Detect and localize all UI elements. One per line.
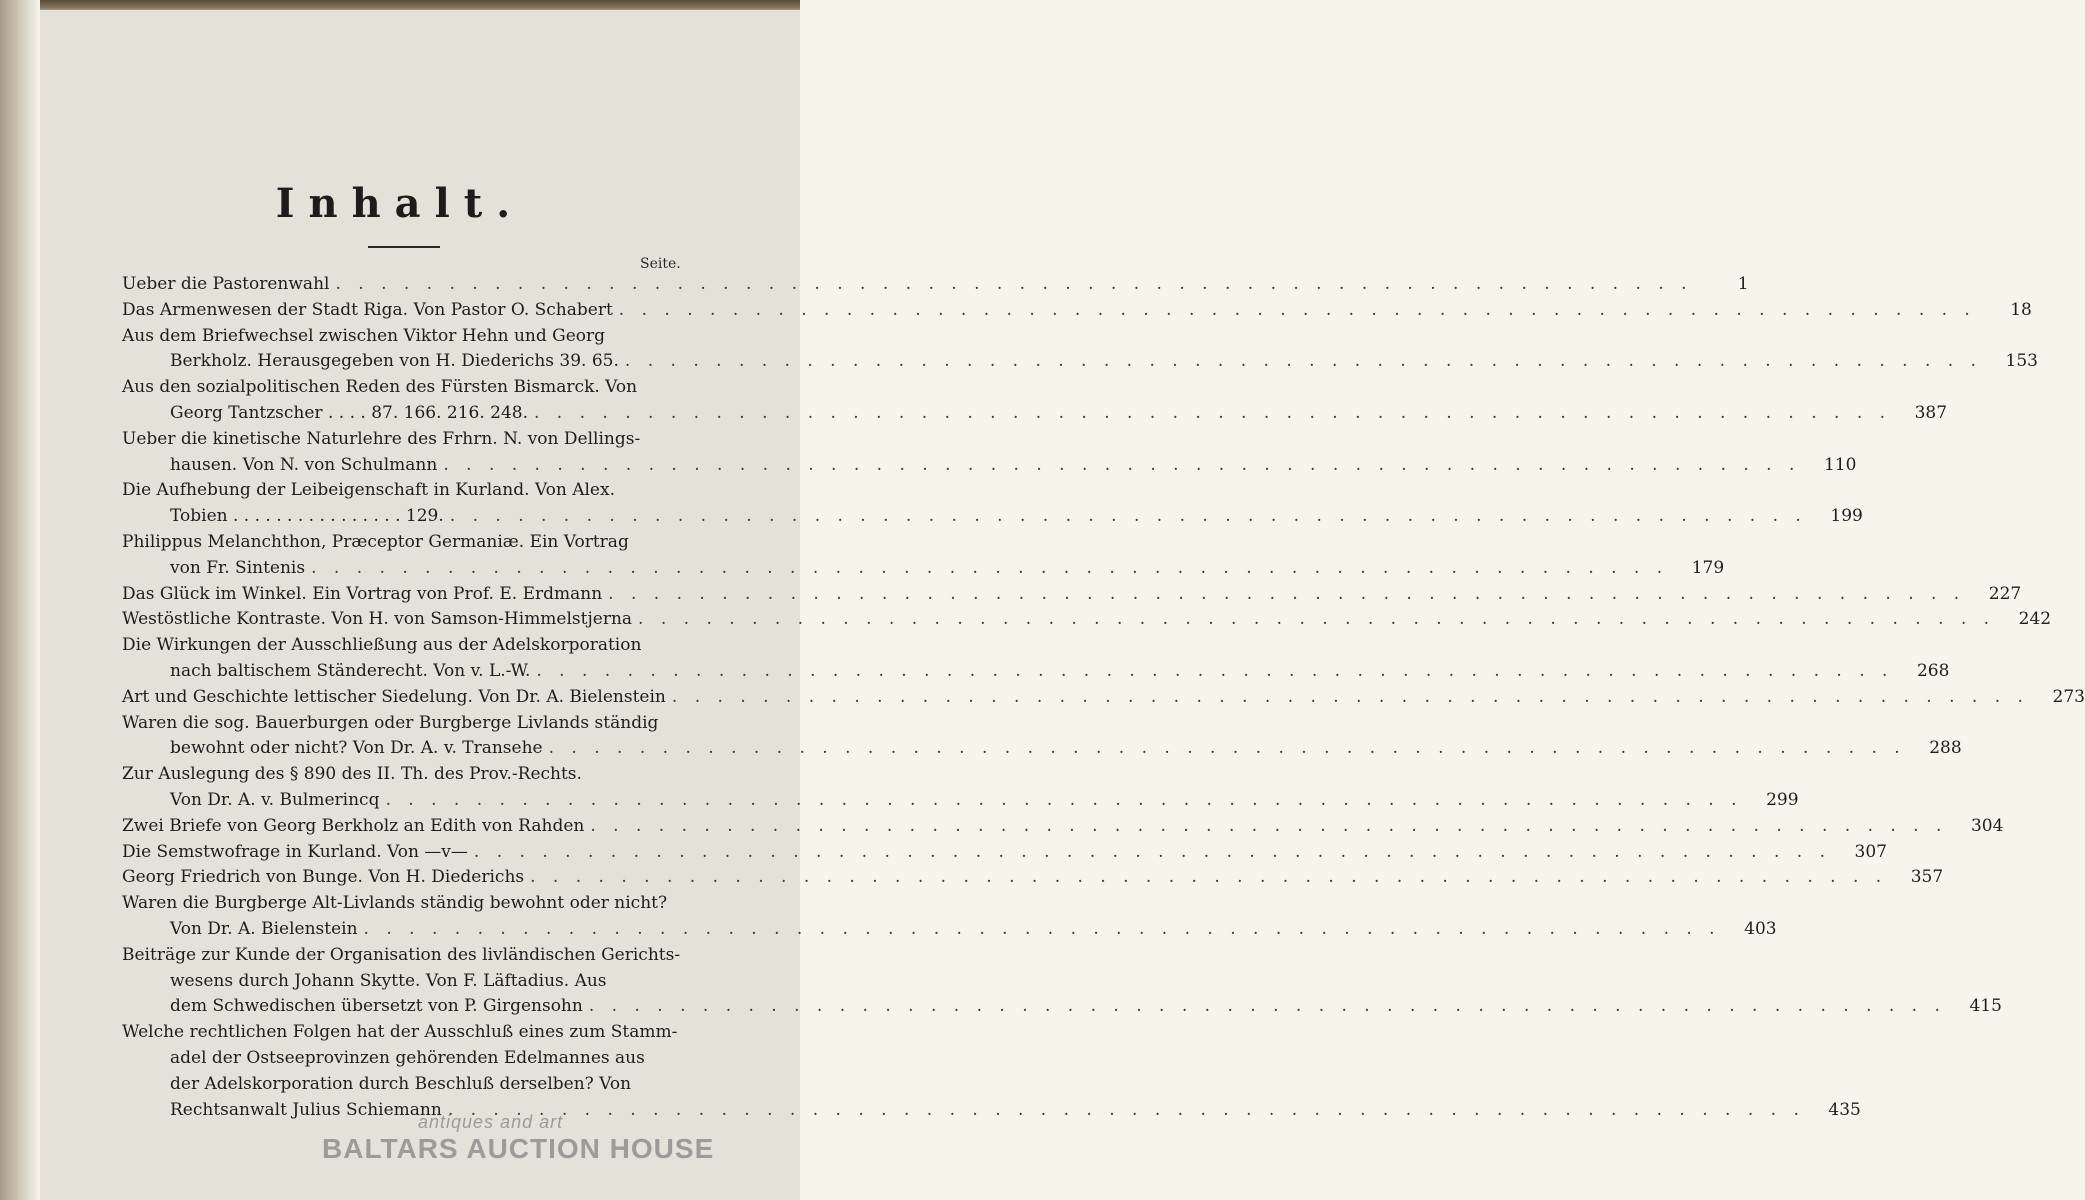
toc-entry-text: Waren die sog. Bauerburgen oder Burgberge Livlands ständig bbox=[122, 712, 659, 733]
toc-entry-line bbox=[122, 582, 2022, 608]
toc-entry-line bbox=[122, 659, 1950, 685]
toc-entry-text: Beiträge zur Kunde der Organisation des livländischen Gerichts- bbox=[122, 944, 681, 965]
leader-dots: . . . . . . . . . . . . . . . . . . . . . . . . . . . . . . . . . . . . . . . . . . . . . . . . . . . . . . . . . . . . bbox=[473, 841, 1831, 862]
watermark-tagline: antiques and art bbox=[418, 1112, 564, 1132]
leader-dots: . . . . . . . . . . . . . . . . . . . . . . . . . . . . . . . . . . . . . . . . . . . . . . . . . . . . . . . . . . . . bbox=[608, 583, 1966, 604]
toc-entry-text: Ueber die Pastorenwahl bbox=[122, 274, 330, 294]
toc-entry-text: der Adelskorporation durch Beschluß derselben? Von bbox=[170, 1073, 632, 1094]
toc-entry bbox=[122, 324, 2038, 376]
toc-entry-line bbox=[122, 865, 1944, 891]
toc-entry bbox=[122, 711, 1962, 763]
leader-dots: . . . . . . . . . . . . . . . . . . . . . . . . . . . . . . . . . . . . . . . . . . . . . . . . . . . . . . . . . . . . bbox=[638, 609, 1996, 630]
toc-entry-text: Die Aufhebung der Leibeigenschaft in Kurland. Von Alex. bbox=[122, 480, 615, 501]
leader-dots: . . . . . . . . . . . . . . . . . . . . . . . . . . . . . . . . . . . . . . . . . . . . . . . . . . . . . . . . . . . . bbox=[447, 1099, 1805, 1120]
toc-entry-line bbox=[122, 762, 680, 788]
toc-entry-line bbox=[122, 685, 2085, 711]
toc-entry bbox=[122, 530, 1725, 582]
toc-page-number: 153 bbox=[2005, 351, 2038, 372]
leader-dots: . . . . . . . . . . . . . . . . . . . . . . . . . . . . . . . . . . . . . . . . . . . . . . . . . . . . . . . . . . . . bbox=[671, 686, 2029, 707]
toc-page-number: 304 bbox=[1970, 815, 2004, 836]
toc-entry bbox=[122, 427, 1857, 479]
toc-entry-text: Das Armenwesen der Stadt Riga. Von Pastor O. Schabert bbox=[122, 299, 613, 320]
toc-entry-line bbox=[122, 917, 1777, 943]
toc-entry-text: nach baltischem Ständerecht. Von v. L.-W. bbox=[170, 660, 531, 681]
toc-entry-line bbox=[122, 840, 1887, 866]
toc-entry-line bbox=[122, 969, 680, 995]
toc-entry-text: Das Glück im Winkel. Ein Vortrag von Prof. E. Erdmann bbox=[122, 583, 603, 604]
toc-page-number: 288 bbox=[1929, 738, 1962, 759]
toc-page-number: 307 bbox=[1854, 841, 1887, 862]
toc-entry-line bbox=[122, 504, 1863, 530]
toc-page-number: 18 bbox=[2010, 299, 2032, 320]
toc-entry-text: dem Schwedischen übersetzt von P. Girgensohn bbox=[170, 996, 583, 1017]
toc-entry-line bbox=[122, 324, 680, 350]
toc-entry-text: adel der Ostseeprovinzen gehörenden Edelmannes aus bbox=[170, 1047, 645, 1068]
toc-entry-text: Zwei Briefe von Georg Berkholz an Edith von Rahden bbox=[122, 815, 585, 836]
leader-dots: . . . . . . . . . . . . . . . . . . . . . . . . . . . . . . . . . . . . . . . . . . . . . . . . . . . . . . . . . . . . bbox=[443, 454, 1801, 475]
toc-entry-line bbox=[122, 736, 1962, 762]
toc-entry-line bbox=[122, 375, 680, 401]
page-title: Inhalt. bbox=[275, 180, 525, 227]
toc-entry-line bbox=[122, 994, 2002, 1020]
toc-page-number: 227 bbox=[1988, 583, 2022, 604]
toc-entry-line bbox=[122, 427, 680, 453]
toc-entry bbox=[122, 272, 1749, 298]
toc-entry bbox=[122, 814, 2004, 840]
toc-entry-text: Aus den sozialpolitischen Reden des Fürsten Bismarck. Von bbox=[122, 377, 638, 398]
leader-dots: . . . . . . . . . . . . . . . . . . . . . . . . . . . . . . . . . . . . . . . . . . . . . . . . . . . . . . . . . . . . bbox=[548, 738, 1906, 759]
toc-entry bbox=[122, 840, 1887, 866]
toc-entry-line bbox=[122, 1020, 680, 1046]
toc-entry bbox=[122, 762, 1799, 814]
leader-dots: . . . . . . . . . . . . . . . . . . . . . . . . . . . . . . . . . . . . . . . . . . . . . . . . . . . . . . . . . . . . bbox=[530, 867, 1888, 888]
toc-entry-line bbox=[122, 711, 680, 737]
toc-entry bbox=[122, 298, 2032, 324]
toc-entry-line bbox=[122, 272, 1749, 298]
toc-entry-text: Von Dr. A. v. Bulmerincq bbox=[170, 789, 380, 810]
leader-dots: . . . . . . . . . . . . . . . . . . . . . . . . . . . . . . . . . . . . . . . . . . . . . . . . . . . . . . . . . . . . bbox=[449, 506, 1807, 527]
toc-entry-line bbox=[122, 1046, 680, 1072]
toc-entry-text: Georg Friedrich von Bunge. Von H. Diederichs bbox=[122, 867, 525, 888]
toc-page-number: 299 bbox=[1766, 789, 1799, 810]
toc-entry-line bbox=[122, 814, 2004, 840]
toc-entry bbox=[122, 943, 2002, 1020]
toc-entry-text: wesens durch Johann Skytte. Von F. Läftadius. Aus bbox=[170, 970, 607, 991]
toc-page-number: 199 bbox=[1830, 506, 1863, 527]
toc-entry-line bbox=[122, 1072, 680, 1098]
toc-page-number: 273 bbox=[2052, 686, 2085, 707]
toc-entry bbox=[122, 865, 1944, 891]
page-column-label: Seite. bbox=[640, 256, 681, 272]
leader-dots: . . . . . . . . . . . . . . . . . . . . . . . . . . . . . . . . . . . . . . . . . . . . . . . . . . . . . . . . . . . . bbox=[590, 815, 1948, 836]
toc-entry bbox=[122, 607, 2052, 633]
toc-page-number: 110 bbox=[1823, 454, 1857, 475]
toc-entry-text: Ueber die kinetische Naturlehre des Frhrn. N. von Dellings- bbox=[122, 428, 641, 449]
toc-entry-text: Von Dr. A. Bielenstein bbox=[170, 918, 358, 939]
toc-entry-line bbox=[122, 556, 1725, 582]
toc-entry-text: Die Wirkungen der Ausschließung aus der Adelskorporation bbox=[122, 635, 642, 656]
toc-entry bbox=[122, 478, 1863, 530]
toc-entry-text: Berkholz. Herausgegeben von H. Diederichs 39. 65. bbox=[170, 351, 619, 372]
toc-entry bbox=[122, 891, 1777, 943]
toc-entry-text: Waren die Burgberge Alt-Livlands ständig bewohnt oder nicht? bbox=[122, 893, 668, 914]
toc-entry bbox=[122, 1020, 1861, 1123]
leader-dots: . . . . . . . . . . . . . . . . . . . . . . . . . . . . . . . . . . . . . . . . . . . . . . . . . . . . . . . . . . . . bbox=[311, 557, 1669, 578]
toc-page-number: 387 bbox=[1914, 402, 1948, 423]
toc-entry-line bbox=[122, 530, 680, 556]
toc-entry-text: Die Semstwofrage in Kurland. Von —v— bbox=[122, 841, 468, 862]
table-of-contents bbox=[122, 272, 2085, 1123]
toc-entry bbox=[122, 582, 2022, 608]
toc-entry bbox=[122, 375, 1948, 427]
toc-entry-line bbox=[122, 891, 680, 917]
toc-entry-text: Art und Geschichte lettischer Siedelung. Von Dr. A. Bielenstein bbox=[122, 686, 666, 707]
toc-entry-line bbox=[122, 349, 2038, 375]
leader-dots: . . . . . . . . . . . . . . . . . . . . . . . . . . . . . . . . . . . . . . . . . . . . . . . . . . . . . . . . . . . . bbox=[588, 996, 1946, 1017]
toc-entry-text: Welche rechtlichen Folgen hat der Ausschluß eines zum Stamm- bbox=[122, 1022, 678, 1043]
leader-dots: . . . . . . . . . . . . . . . . . . . . . . . . . . . . . . . . . . . . . . . . . . . . . . . . . . . . . . . . . . . . bbox=[624, 351, 1982, 372]
toc-page-number: 1 bbox=[1737, 274, 1749, 294]
toc-entry-line bbox=[122, 401, 1948, 427]
toc-entry-text: hausen. Von N. von Schulmann bbox=[170, 454, 438, 475]
toc-entry-text: Rechtsanwalt Julius Schiemann bbox=[170, 1099, 442, 1120]
leader-dots: . . . . . . . . . . . . . . . . . . . . . . . . . . . . . . . . . . . . . . . . . . . . . . . . . . . . . . . . . . . . bbox=[618, 299, 1976, 320]
toc-entry-text: Georg Tantzscher . . . . 87. 166. 216. 248. bbox=[170, 402, 528, 423]
toc-page-number: 268 bbox=[1916, 660, 1950, 681]
leader-dots: . . . . . . . . . . . . . . . . . . . . . . . . . . . . . . . . . . . . . . . . . . . . . . . . . . . . . . . . . . . . bbox=[536, 660, 1894, 681]
toc-entry-line bbox=[122, 607, 2052, 633]
toc-entry-line bbox=[122, 478, 680, 504]
toc-entry bbox=[122, 633, 1950, 685]
toc-entry-line bbox=[122, 633, 680, 659]
leader-dots: . . . . . . . . . . . . . . . . . . . . . . . . . . . . . . . . . . . . . . . . . . . . . . . . . . . . . . . . . . . . bbox=[534, 402, 1892, 423]
toc-page-number: 403 bbox=[1744, 918, 1777, 939]
toc-entry-line bbox=[122, 298, 2032, 324]
toc-entry-text: von Fr. Sintenis bbox=[170, 557, 306, 578]
toc-entry-line bbox=[122, 788, 1799, 814]
leader-dots: . . . . . . . . . . . . . . . . . . . . . . . . . . . . . . . . . . . . . . . . . . . . . . . . . . . . . . . . . . . . bbox=[385, 789, 1743, 810]
toc-entry-text: Aus dem Briefwechsel zwischen Viktor Hehn und Georg bbox=[122, 325, 606, 346]
toc-page-number: 179 bbox=[1691, 557, 1725, 578]
toc-page-number: 435 bbox=[1828, 1099, 1861, 1120]
toc-entry-line bbox=[122, 453, 1857, 479]
leader-dots: . . . . . . . . . . . . . . . . . . . . . . . . . . . . . . . . . . . . . . . . . . . . . . . . . . . . . . . . . . . . bbox=[335, 274, 1693, 294]
toc-entry-line bbox=[122, 943, 680, 969]
toc-page-number: 242 bbox=[2018, 609, 2052, 630]
toc-entry-text: Tobien . . . . . . . . . . . . . . . . 129. bbox=[170, 506, 444, 527]
toc-entry-text: bewohnt oder nicht? Von Dr. A. v. Transehe bbox=[170, 738, 543, 759]
toc-entry-text: Zur Auslegung des § 890 des II. Th. des Prov.-Rechts. bbox=[122, 764, 582, 785]
toc-entry-text: Westöstliche Kontraste. Von H. von Samson-Himmelstjerna bbox=[122, 609, 633, 630]
watermark-brand: BALTARS AUCTION HOUSE bbox=[322, 1133, 715, 1164]
watermark bbox=[322, 1112, 722, 1165]
toc-page-number: 415 bbox=[1969, 996, 2002, 1017]
toc-entry bbox=[122, 685, 2085, 711]
toc-page-number: 357 bbox=[1910, 867, 1944, 888]
toc-entry-text: Philippus Melanchthon, Præceptor Germaniæ. Ein Vortrag bbox=[122, 531, 629, 552]
leader-dots: . . . . . . . . . . . . . . . . . . . . . . . . . . . . . . . . . . . . . . . . . . . . . . . . . . . . . . . . . . . . bbox=[363, 918, 1721, 939]
title-rule bbox=[368, 246, 440, 248]
